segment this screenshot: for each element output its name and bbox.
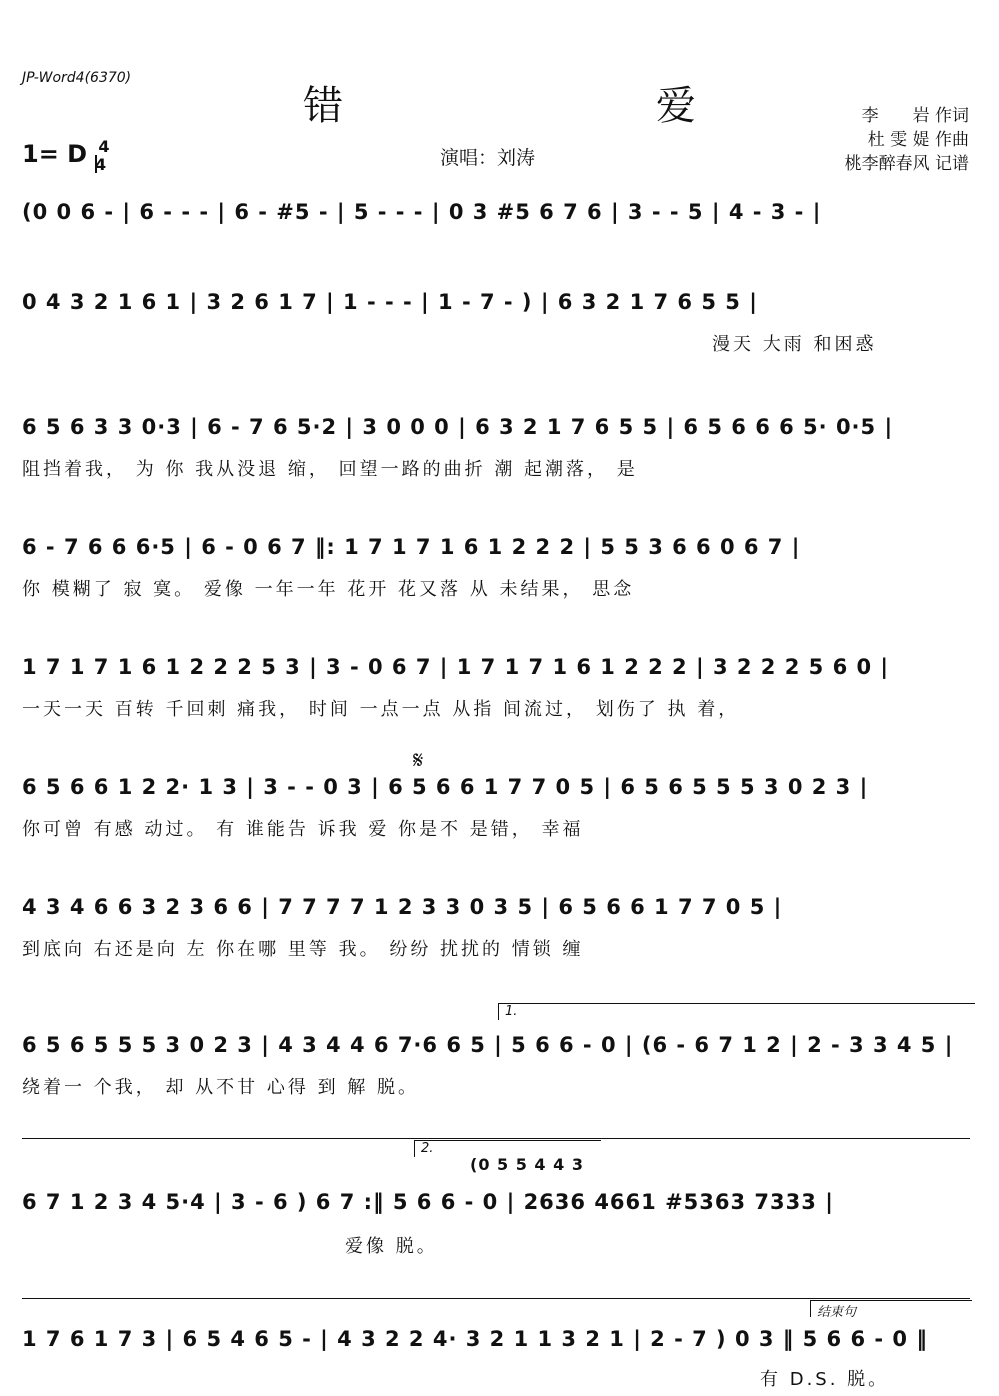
interlude-notes: (0 5 5 4 4 3: [470, 1155, 584, 1174]
lyric-line-2: 漫天 大雨 和困惑: [712, 334, 877, 355]
score-line-9: 6 7 1 2 3 4 5·4 | 3 - 6 ) 6 7 :‖ 5 6 6 - 0 | 2636 4661 #5363 7333 |: [22, 1190, 834, 1214]
singer: 演唱：刘涛: [440, 147, 536, 169]
score-line-5: 1 7 1 7 1 6 1 2 2 2 5 3 | 3 - 0 6 7 | 1 7 1 7 1 6 1 2 2 2 | 3 2 2 2 5 6 0 |: [22, 655, 890, 679]
volta-1: 1.: [498, 1003, 975, 1020]
score-line-4: 6 - 7 6 6 6·5 | 6 - 0 6 7 ‖: 1 7 1 7 1 6 1 2 2 2 | 5 5 3 6 6 0 6 7 |: [22, 535, 801, 559]
segno-sign: 𝄋: [413, 746, 424, 774]
lyricist: 李 岩 作词: [861, 106, 969, 126]
lyric-line-8: 绕着一 个我， 却 从不甘 心得 到 解 脱。: [22, 1077, 420, 1098]
lyric-line-4: 你 模糊了 寂 寞。 爱像 一年一年 花开 花又落 从 未结果， 思念: [22, 579, 635, 600]
watermark: JP-Word4(6370): [22, 70, 132, 86]
score-line-8: 6 5 6 5 5 5 3 0 2 3 | 4 3 4 4 6 7·6 6 5 | 5 6 6 - 0 | (6 - 6 7 1 2 | 2 - 3 3 4 5 |: [22, 1033, 954, 1057]
credits: [845, 104, 969, 176]
volta-2: 2.: [414, 1140, 601, 1157]
lyric-line-7: 到底向 右还是向 左 你在哪 里等 我。 纷纷 扰扰的 情锁 缠: [22, 939, 584, 960]
ending-label: 结束句: [810, 1300, 972, 1317]
score-line-7: 4 3 4 6 6 3 2 3 6 6 | 7 7 7 7 1 2 3 3 0 3 5 | 6 5 6 6 1 7 7 0 5 |: [22, 895, 783, 919]
score-line-6: 6 5 6 6 1 2 2· 1 3 | 3 - - 0 3 | 6 5 6 6 1 7 7 0 5 | 6 5 6 5 5 5 3 0 2 3 |: [22, 775, 869, 799]
divider-line: [22, 1138, 970, 1139]
lyric-line-10: 有 D.S. 脱。: [760, 1369, 890, 1390]
time-signature: [95, 137, 113, 174]
transcriber: 桃李醉春风 记谱: [844, 154, 969, 174]
composer: 杜 雯 媞 作曲: [867, 130, 969, 150]
score-line-2: 0 4 3 2 1 6 1 | 3 2 6 1 7 | 1 - - - | 1 - 7 - ) | 6 3 2 1 7 6 5 5 |: [22, 290, 758, 314]
lyric-line-6: 你可曾 有感 动过。 有 谁能告 诉我 爱 你是不 是错， 幸福: [22, 819, 584, 840]
score-line-10: 1 7 6 1 7 3 | 6 5 4 6 5 - | 4 3 2 2 4· 3 2 1 1 3 2 1 | 2 - 7 ) 0 3 ‖ 5 6 6 - 0 ‖: [22, 1327, 928, 1351]
lyric-line-5: 一天一天 百转 千回刺 痛我， 时间 一点一点 从指 间流过， 划伤了 执 着，: [22, 699, 740, 720]
time-numerator: 4: [98, 137, 110, 156]
score-line-1: (0 0 6 - | 6 - - - | 6 - #5 - | 5 - - - | 0 3 #5 6 7 6 | 3 - - 5 | 4 - 3 - |: [22, 200, 822, 224]
lyric-line-9: 爱像 脱。: [345, 1236, 438, 1257]
score-line-3: 6 5 6 3 3 0·3 | 6 - 7 6 5·2 | 3 0 0 0 | 6 3 2 1 7 6 5 5 | 6 5 6 6 6 5· 0·5 |: [22, 415, 894, 439]
lyric-line-3: 阻挡着我， 为 你 我从没退 缩， 回望一路的曲折 潮 起潮落， 是: [22, 459, 638, 480]
time-fraction-bar: 4: [95, 155, 107, 174]
divider-line-2: [22, 1298, 970, 1299]
key-signature: 1= D: [22, 140, 88, 168]
song-title: 错 爱: [303, 83, 846, 129]
